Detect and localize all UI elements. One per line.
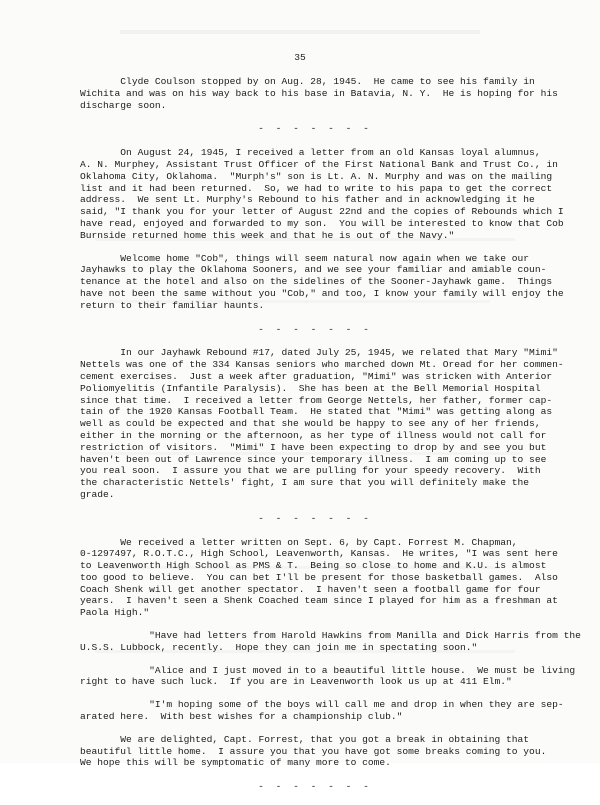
- text-line: Paola High.": [80, 607, 150, 619]
- paragraph: [80, 664, 576, 689]
- text-line: discharge soon.: [80, 99, 167, 111]
- text-line: tenance at the hotel and also on the sidelines of the Sooner-Jayhawk game. Things: [80, 276, 553, 288]
- paragraph: [80, 699, 564, 723]
- paragraph: [80, 536, 558, 620]
- text-line: to Leavenworth High School as PMS & T. Being so close to home and K.U. is almost: [80, 560, 547, 572]
- text-line: "Alice and I just moved in to a beautiful little house. We must be living: [80, 664, 576, 676]
- text-line: Jayhawks to play the Oklahoma Sooners, and we see your familiar and amiable coun-: [80, 264, 547, 276]
- section-separator: - - - - - - -: [258, 781, 372, 793]
- text-line: you real soon. I assure you that we are pulling for your speedy recovery. With: [80, 465, 541, 477]
- text-line: We received a letter written on Sept. 6, by Capt. Forrest M. Chapman,: [80, 536, 518, 548]
- text-line: have not been the same without you "Cob," and too, I know your family will enjoy the: [80, 287, 564, 299]
- text-line: return to their familiar haunts.: [80, 299, 265, 311]
- text-line: Poliomyelitis (Infantile Paralysis). She has been at the Bell Memorial Hospital: [80, 382, 541, 394]
- document-body: [80, 76, 581, 805]
- text-line: Wichita and was on his way back to his base in Batavia, N. Y. He is hoping for his: [80, 87, 558, 99]
- text-line: Nettels was one of the 334 Kansas seniors who marched down Mt. Oread for her commen-: [80, 359, 564, 371]
- text-line: list and it had been returned. So, we had to write to his papa to get the correct: [80, 182, 553, 194]
- paragraph: [80, 147, 564, 241]
- paragraph: [80, 252, 564, 312]
- text-line: either in the morning or the afternoon, as her type of illness would not call for: [80, 429, 547, 441]
- section-separator: - - - - - - -: [258, 123, 372, 135]
- paragraph: [80, 734, 550, 769]
- text-line: Coach Shenk will get another spectator. I haven't seen a football game for four: [80, 583, 541, 595]
- text-line: arated here. With best wishes for a championship club.": [80, 711, 403, 723]
- text-line: beautiful little home. I assure you that you have got some breaks coming to you.: [80, 745, 547, 757]
- paragraph: [80, 76, 558, 111]
- text-line: restriction of visitors. "Mimi" I have been expecting to drop by and see you but: [80, 441, 547, 453]
- page-number: 35: [294, 52, 306, 63]
- paragraph: [80, 630, 581, 654]
- text-line: Clyde Coulson stopped by on Aug. 28, 1945. He came to see his family in: [80, 76, 535, 87]
- text-line: U.S.S. Lubbock, recently. Hope they can join me in spectating soon.": [80, 641, 478, 653]
- text-line: cement exercises. Just a week after graduation, "Mimi" was stricken with Anterior: [80, 370, 553, 382]
- text-line: too good to believe. You can bet I'll be present for those basketball games. Also: [80, 571, 558, 583]
- text-line: years. I haven't seen a Shenk Coached team since I played for him as a freshman at: [80, 595, 558, 607]
- text-line: On August 24, 1945, I received a letter from an old Kansas loyal alumnus,: [80, 147, 541, 159]
- text-line: address. We sent Lt. Murphy's Rebound to his father and in acknowledging it he: [80, 194, 535, 206]
- text-line: Welcome home "Cob", things will seem natural now again when we take our: [80, 252, 530, 264]
- text-line: have read, enjoyed and forwarded to my son. You will be interested to know that Cob: [80, 217, 564, 229]
- text-line: "Have had letters from Harold Hawkins from Manilla and Dick Harris from the: [80, 630, 581, 642]
- paragraph: [80, 347, 564, 500]
- text-line: Oklahoma City, Oklahoma. "Murph's" son is Lt. A. N. Murphy and was on the mailing: [80, 170, 553, 182]
- text-line: In our Jayhawk Rebound #17, dated July 25, 1945, we related that Mary "Mimi": [80, 347, 558, 359]
- text-line: We hope this will be symptomatic of many more to come.: [80, 757, 391, 769]
- text-line: haven't been out of Lawrence since your temporary illness. I am coming up to see: [80, 453, 547, 465]
- section-separator: - - - - - - -: [258, 512, 372, 524]
- text-line: the characteristic Nettels' fight, I am sure that you will definitely make the: [80, 477, 530, 489]
- section-separator: - - - - - - -: [258, 323, 372, 335]
- text-line: well as could be expected and that she would be happy to see any of her friends,: [80, 418, 541, 430]
- text-line: "I'm hoping some of the boys will call me and drop in when they are sep-: [80, 699, 564, 711]
- text-line: grade.: [80, 488, 115, 500]
- text-line: since that time. I received a letter from George Nettels, her father, former cap-: [80, 394, 553, 406]
- text-line: tain of the 1920 Kansas Football Team. He stated that "Mimi" was getting along as: [80, 406, 553, 418]
- text-line: right to have such luck. If you are in Leavenworth look us up at 411 Elm.": [80, 676, 512, 688]
- text-line: said, "I thank you for your letter of August 22nd and the copies of Rebounds which I: [80, 206, 564, 218]
- text-line: A. N. Murphey, Assistant Trust Officer of the First National Bank and Trust Co., in: [80, 158, 558, 170]
- text-line: Burnside returned home this week and that he is out of the Navy.": [80, 229, 455, 241]
- text-line: 0-1297497, R.O.T.C., High School, Leavenworth, Kansas. He writes, "I was sent here: [80, 548, 558, 560]
- text-line: We are delighted, Capt. Forrest, that you got a break in obtaining that: [80, 733, 530, 745]
